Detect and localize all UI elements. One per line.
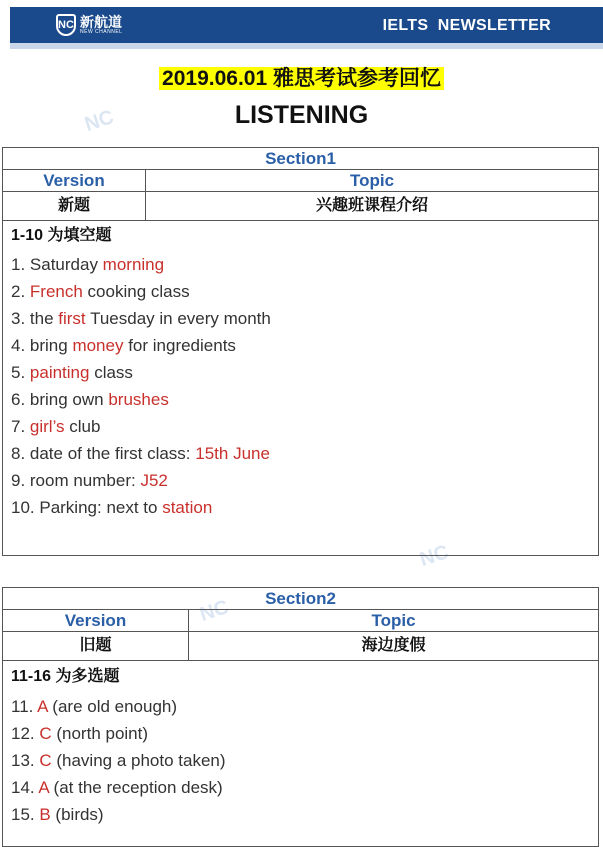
watermark-logo-icon: NC <box>417 541 452 571</box>
answer-text: morning <box>102 255 165 274</box>
answer-text: C <box>39 724 52 743</box>
section-2-header-row <box>3 610 598 632</box>
answer-item <box>11 251 598 278</box>
answer-item <box>11 720 598 747</box>
version-value: 新题 <box>3 192 146 220</box>
item-text: 11. <box>11 697 38 716</box>
answer-item <box>11 467 598 494</box>
question-type-label: 1-10 为填空题 <box>11 227 112 244</box>
answer-text: station <box>162 498 213 517</box>
section-2-heading: Section2 <box>3 588 598 610</box>
item-text: 5. <box>11 363 30 382</box>
answer-text: first <box>58 309 86 328</box>
answer-list <box>3 693 598 828</box>
topic-header: Topic <box>371 611 416 630</box>
item-text: 15. <box>11 805 40 824</box>
watermark-logo-icon: NC <box>197 596 232 626</box>
answer-item <box>11 386 598 413</box>
answer-item <box>11 774 598 801</box>
header-underline <box>10 43 603 49</box>
section-1-header-row <box>3 170 598 192</box>
answer-text: A <box>38 778 49 797</box>
section-1-heading: Section1 <box>3 148 598 170</box>
item-text: 9. room number: <box>11 471 141 490</box>
page-title: 2019.06.01 雅思考试参考回忆 <box>159 67 444 90</box>
section-1-table <box>2 147 599 556</box>
answer-text: J52 <box>140 471 168 490</box>
answer-text: French <box>29 282 83 301</box>
item-text: 7. <box>11 417 30 436</box>
version-header: Version <box>3 610 189 631</box>
newsletter-label: IELTS NEWSLETTER <box>382 17 551 34</box>
answer-item <box>11 494 598 521</box>
answer-item <box>11 413 598 440</box>
section-2-value-row <box>3 632 598 661</box>
item-text: 8. date of the first class: <box>11 444 196 463</box>
answer-item <box>11 440 598 467</box>
answer-text: C <box>39 751 52 770</box>
answer-text: A <box>37 697 48 716</box>
answer-text: girl’s <box>29 417 65 436</box>
answer-text: money <box>72 336 124 355</box>
item-text: (at the reception desk) <box>48 778 223 797</box>
item-text: 1. Saturday <box>11 255 103 274</box>
item-text: cooking class <box>82 282 190 301</box>
item-text: 6. bring own <box>11 390 109 409</box>
answer-text: brushes <box>108 390 169 409</box>
question-type-label: 11-16 为多选题 <box>11 668 120 685</box>
item-text: class <box>89 363 133 382</box>
answer-text: 15th June <box>195 444 270 463</box>
item-text: 3. the <box>11 309 59 328</box>
answer-text: B <box>39 805 51 824</box>
answer-item <box>11 359 598 386</box>
item-text: (having a photo taken) <box>51 751 226 770</box>
item-text: 13. <box>11 751 40 770</box>
item-text: 2. <box>11 282 30 301</box>
topic-header: Topic <box>349 171 395 190</box>
topic-value: 兴趣班课程介绍 <box>315 197 428 214</box>
item-text: for ingredients <box>123 336 236 355</box>
answer-item <box>11 747 598 774</box>
logo-cn-text: 新航道 <box>80 14 122 30</box>
item-text: 14. <box>11 778 39 797</box>
topic-value: 海边度假 <box>361 637 426 654</box>
version-value: 旧题 <box>3 632 189 660</box>
answer-item <box>11 305 598 332</box>
answer-item <box>11 693 598 720</box>
logo-en-text: NEW CHANNEL <box>80 29 123 35</box>
item-text: 12. <box>11 724 40 743</box>
page-subtitle: LISTENING <box>234 101 369 129</box>
logo-badge-icon: NC <box>56 14 76 36</box>
item-text: club <box>64 417 101 436</box>
item-text: 10. Parking: next to <box>11 498 163 517</box>
item-text: 4. bring <box>11 336 73 355</box>
item-text: (north point) <box>51 724 149 743</box>
item-text: (are old enough) <box>47 697 178 716</box>
section-2-table <box>2 587 599 847</box>
version-header: Version <box>3 170 146 191</box>
page-title-wrap <box>0 62 603 92</box>
watermark-logo-icon: NC <box>82 106 117 136</box>
newsletter-header <box>0 0 603 48</box>
answer-item <box>11 278 598 305</box>
answer-item <box>11 332 598 359</box>
answer-list <box>3 251 598 521</box>
new-channel-logo <box>56 12 122 38</box>
section-1-value-row <box>3 192 598 221</box>
answer-item <box>11 801 598 828</box>
item-text: (birds) <box>50 805 104 824</box>
item-text: Tuesday in every month <box>85 309 271 328</box>
answer-text: painting <box>29 363 90 382</box>
